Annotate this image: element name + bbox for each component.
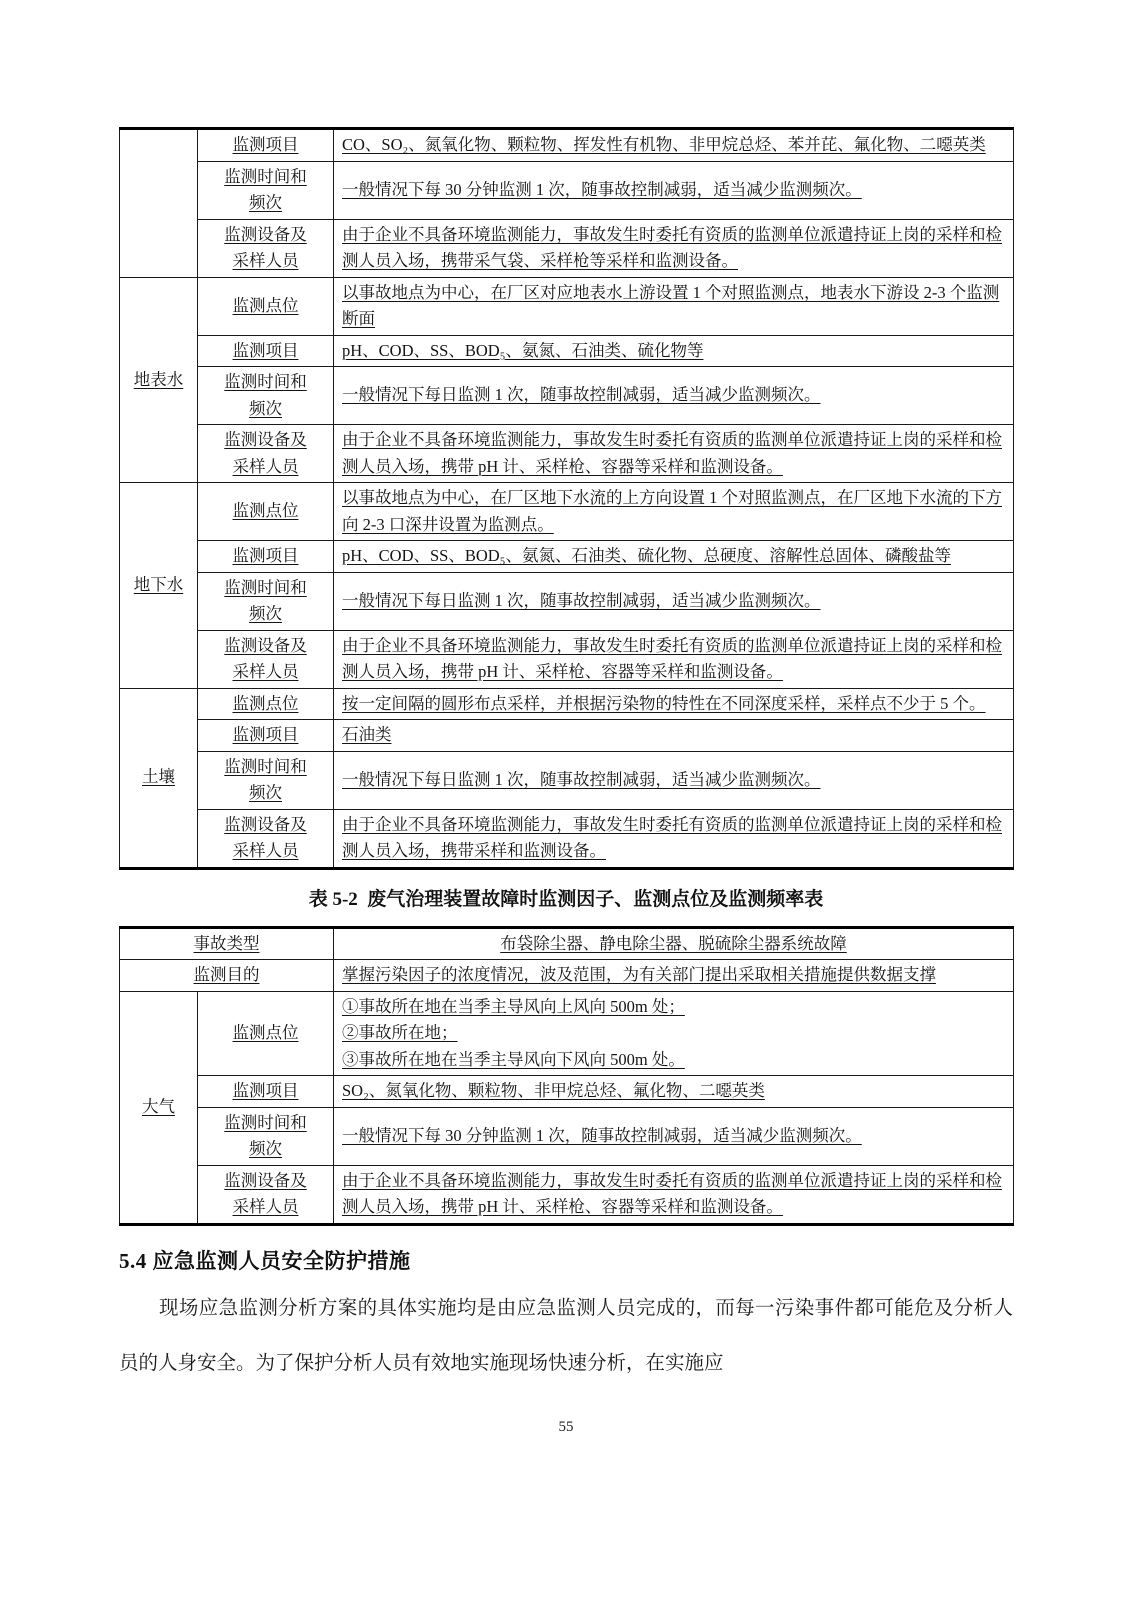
page-content [119,0,1013,1436]
row-content: 石油类 [334,720,1014,752]
table-row [120,425,1014,483]
table-row [120,572,1014,630]
row-content: 一般情况下每 30 分钟监测 1 次，随事故控制减弱，适当减少监测频次。 [334,161,1014,219]
table-row [120,1107,1014,1165]
row-label: 监测设备及 采样人员 [198,809,334,868]
row-content: pH、COD、SS、BOD₅、氨氮、石油类、硫化物等 [334,335,1014,367]
table-5-2 [119,926,1014,1226]
table-row [120,630,1014,688]
row-label: 监测设备及 采样人员 [198,1165,334,1224]
row-content: 由于企业不具备环境监测能力，事故发生时委托有资质的监测单位派遣持证上岗的采样和检测人员入场，携带采气袋、采样枪等采样和监测设备。 [334,219,1014,277]
row-content: CO、SO₂、氮氧化物、颗粒物、挥发性有机物、非甲烷总烃、苯并芘、氟化物、二噁英类 [334,129,1014,162]
row-label: 监测项目 [198,720,334,752]
table-row [120,367,1014,425]
category-cell: 地下水 [120,483,198,689]
row-content: 由于企业不具备环境监测能力，事故发生时委托有资质的监测单位派遣持证上岗的采样和检测人员入场，携带 pH 计、采样枪、容器等采样和监测设备。 [334,1165,1014,1224]
table-row [120,720,1014,752]
table-row [120,751,1014,809]
row-content: 以事故地点为中心，在厂区对应地表水上游设置 1 个对照监测点，地表水下游设 2-3 个监测断面 [334,277,1014,335]
row-label: 监测时间和 频次 [198,367,334,425]
row-label: 监测设备及 采样人员 [198,630,334,688]
row-content: 以事故地点为中心，在厂区地下水流的上方向设置 1 个对照监测点，在厂区地下水流的下方向 2-3 口深井设置为监测点。 [334,483,1014,541]
row-content: 一般情况下每日监测 1 次，随事故控制减弱，适当减少监测频次。 [334,367,1014,425]
category-cell: 大气 [120,991,198,1224]
row-content: 一般情况下每日监测 1 次，随事故控制减弱，适当减少监测频次。 [334,572,1014,630]
table-row [120,161,1014,219]
row-label: 事故类型 [120,927,334,960]
table-5-2-title: 表 5-2 废气治理装置故障时监测因子、监测点位及监测频率表 [308,888,824,910]
category-cell: 土壤 [120,688,198,868]
page-number: 55 [558,1418,574,1435]
table-row [120,335,1014,367]
table-row [120,991,1014,1076]
row-label: 监测点位 [198,688,334,720]
table-row [120,541,1014,573]
row-content: 由于企业不具备环境监测能力，事故发生时委托有资质的监测单位派遣持证上岗的采样和检测人员入场，携带 pH 计、采样枪、容器等采样和监测设备。 [334,630,1014,688]
row-content: 由于企业不具备环境监测能力，事故发生时委托有资质的监测单位派遣持证上岗的采样和检测人员入场，携带 pH 计、采样枪、容器等采样和监测设备。 [334,425,1014,483]
row-label: 监测点位 [198,483,334,541]
row-label: 监测项目 [198,335,334,367]
row-label: 监测时间和 频次 [198,161,334,219]
row-label: 监测时间和 频次 [198,1107,334,1165]
table-row [120,809,1014,868]
category-cell: 地表水 [120,277,198,483]
row-label: 监测时间和 频次 [198,572,334,630]
table-row [120,277,1014,335]
table-row [120,483,1014,541]
row-content: 由于企业不具备环境监测能力，事故发生时委托有资质的监测单位派遣持证上岗的采样和检测人员入场，携带采样和监测设备。 [334,809,1014,868]
row-label: 监测设备及 采样人员 [198,425,334,483]
table-row [120,960,1014,992]
table-row [120,1165,1014,1224]
row-label: 监测设备及 采样人员 [198,219,334,277]
row-content: 一般情况下每日监测 1 次，随事故控制减弱，适当减少监测频次。 [334,751,1014,809]
row-content: 布袋除尘器、静电除尘器、脱硫除尘器系统故障 [334,927,1014,960]
row-label: 监测项目 [198,1076,334,1108]
category-cell [120,129,198,278]
row-content: pH、COD、SS、BOD₅、氨氮、石油类、硫化物、总硬度、溶解性总固体、磷酸盐等 [334,541,1014,573]
row-content: 按一定间隔的圆形布点采样，并根据污染物的特性在不同深度采样，采样点不少于 5 个。 [334,688,1014,720]
row-content: ①事故所在地在当季主导风向上风向 500m 处； ②事故所在地； ③事故所在地在当季主导风向下风向 500m 处。 [334,991,1014,1076]
row-label: 监测目的 [120,960,334,992]
table-row [120,688,1014,720]
row-content: 一般情况下每 30 分钟监测 1 次，随事故控制减弱，适当减少监测频次。 [334,1107,1014,1165]
table-row [120,927,1014,960]
row-content: SO₂、氮氧化物、颗粒物、非甲烷总烃、氟化物、二噁英类 [334,1076,1014,1108]
section-5-4-heading: 5.4 应急监测人员安全防护措施 [119,1248,411,1273]
row-content: 掌握污染因子的浓度情况，波及范围，为有关部门提出采取相关措施提供数据支撑 [334,960,1014,992]
table-row [120,129,1014,162]
row-label: 监测项目 [198,129,334,162]
monitoring-table-continued [119,127,1014,870]
row-label: 监测点位 [198,277,334,335]
table-row [120,1076,1014,1108]
row-label: 监测点位 [198,991,334,1076]
table-row [120,219,1014,277]
row-label: 监测项目 [198,541,334,573]
body-paragraph: 现场应急监测分析方案的具体实施均是由应急监测人员完成的，而每一污染事件都可能危及分析人员的人身安全。为了保护分析人员有效地实施现场快速分析，在实施应 [119,1297,1013,1374]
row-label: 监测时间和 频次 [198,751,334,809]
